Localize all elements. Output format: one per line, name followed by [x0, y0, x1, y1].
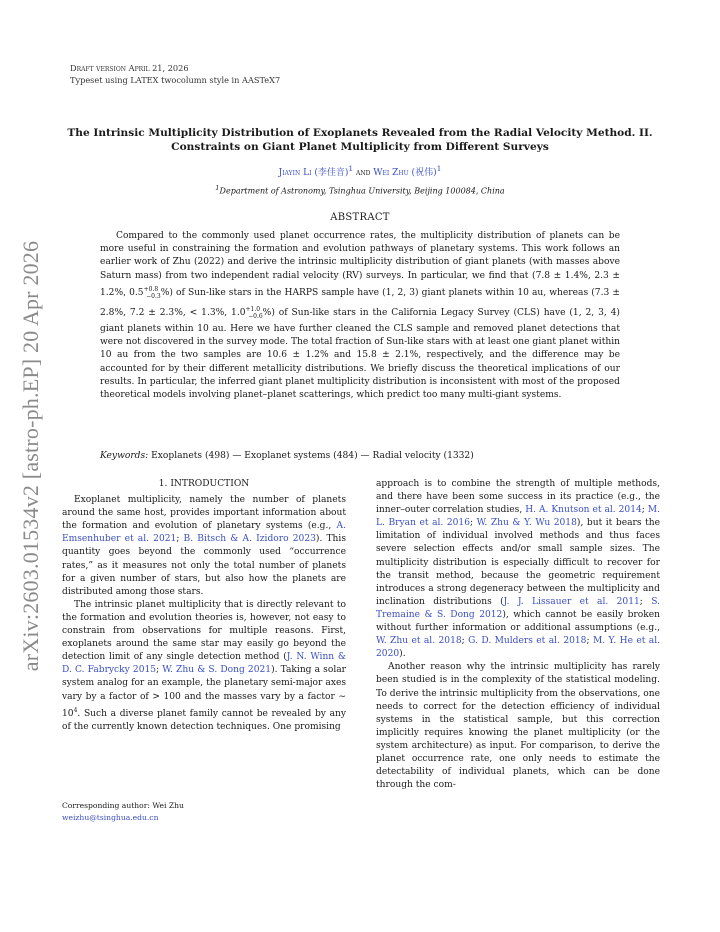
citation-link[interactable]: M. L. Bryan et al. 2016: [376, 505, 660, 529]
corresponding-author: [62, 800, 184, 824]
arxiv-stamp: [14, 236, 48, 676]
citation-link[interactable]: W. Zhu & Y. Wu 2018: [476, 518, 577, 529]
keywords-text: Exoplanets (498) — Exoplanet systems (484) — Radial velocity (1332): [151, 451, 474, 461]
citation-link[interactable]: M. Y. He et al. 2020: [376, 636, 660, 660]
math-inline: (7.3 ± 2.8%, 7.2 ± 2.3%, < 1.3%, $1.0^{+1.0}_{-0.6}\%$): [100, 287, 620, 320]
citation-link[interactable]: S. Tremaine & S. Dong 2012: [376, 596, 660, 620]
citation-link[interactable]: G. D. Mulders et al. 2018: [468, 636, 587, 647]
section-heading: 1. INTRODUCTION: [158, 479, 250, 489]
author-link[interactable]: Jiayin Li (李佳音): [278, 168, 349, 178]
paragraph: approach is to combine the strength of multiple methods, and there have been some success in its practice (e.g., the inner–outer correlation studies, H. A. Knutson et al. 2014; M. L. Bryan et al. 2016; W. Zhu & Y. Wu 2018), but it bears the limitation of individual involved methods and thus faces severe selection effects and/or small sample sizes. The multiplicity distribution is especially difficult to recover for the transit method, because the geometric requirement introduces a strong degeneracy between the multiplicity and inclination distributions (J. J. Lissauer et al. 2011; S. Tremaine & S. Dong 2012), which cannot be easily broken without further information or additional assumptions (e.g., W. Zhu et al. 2018; G. D. Mulders et al. 2018; M. Y. He et al. 2020).: [376, 479, 660, 660]
keywords: [100, 451, 620, 461]
paragraph: The intrinsic planet multiplicity that is directly relevant to the formation and evolution theories is, however, not easy to constrain from observations for multiple reasons. First, exoplanets around the same star may easily go beyond the detection limit of any single detection method (J. N. Winn & D. C. Fabrycky 2015; W. Zhu & S. Dong 2021). Taking a solar system analog for an example, the planetary semi-major axes vary by a factor of > 100 and the masses vary by a factor ∼ $10^4$. Such a diverse planet family cannot be revealed by any of the currently known detection techniques. One promising: [62, 599, 346, 732]
email-link[interactable]: weizhu@tsinghua.edu.cn: [62, 813, 159, 822]
draft-version: Draft version April 21, 2026: [70, 63, 189, 73]
author-link[interactable]: Wei Zhu (祝伟): [373, 168, 437, 178]
right-column: [376, 478, 660, 792]
abstract-text: of Sun-like stars in the California Legacy Survey (CLS) have (1, 2, 3, 4) giant planets within 10 au. Here we have further cleaned the CLS sample and removed planet detections that were not discovered in the survey mode. The total fraction of Sun-like stars with at least one giant planet within 10 au from the two samples are 10.6 ± 1.2% and 15.8 ± 2.1%, respectively, and the difference may be accounted for by their different metallicity distributions. We briefly discuss the theoretical implications of our results. In particular, the inferred giant planet multiplicity distribution is inconsistent with most of the proposed theoretical models involving planet–planet scatterings, which predict too many multi-giant systems.: [100, 307, 620, 400]
paragraph: Exoplanet multiplicity, namely the number of planets around the same host, provides important information about the formation and evolution of planetary systems (e.g., A. Emsenhuber et al. 2021; B. Bitsch & A. Izidoro 2023). This quantity goes beyond the commonly used “occurrence rates,” as it measures not only the total number of planets for a given number of stars, but also how the planets are distributed among those stars.: [62, 495, 346, 597]
corresponding-label: Corresponding author: Wei Zhu: [62, 801, 184, 810]
typeset-note: Typeset using LATEX twocolumn style in AASTeX7: [70, 75, 281, 85]
running-header: [70, 62, 280, 86]
paper-title: The Intrinsic Multiplicity Distribution of Exoplanets Revealed from the Radial Velocity Method. II. Constraints on Giant Planet Multiplicity from Different Surveys: [67, 127, 653, 153]
citation-link[interactable]: J. J. Lissauer et al. 2011: [503, 596, 640, 607]
math-inline: (7.8 ± 1.4%, 2.3 ± 1.2%, $0.5^{+0.8}_{-0.3}\%$): [100, 270, 620, 300]
abstract-heading: ABSTRACT: [330, 212, 390, 223]
abstract-body: [100, 230, 620, 402]
keywords-label: Keywords:: [100, 451, 149, 461]
abstract-text: Compared to the commonly used planet occurrence rates, the multiplicity distribution of planets can be more useful in constraining the formation and evolution pathways of planetary systems. This work follows an earlier work of Zhu (2022) and derive the intrinsic multiplicity distribution of giant planets (with masses above Saturn mass) from two independent radial velocity (RV) surveys. In particular, we find that: [100, 231, 620, 281]
affiliation: [60, 184, 660, 196]
arxiv-stamp-text: arXiv:2603.01534v2 [astro-ph.EP] 20 Apr 2026: [18, 240, 43, 672]
author-conjunction: and: [356, 168, 371, 178]
abstract-text: of Sun-like stars in the HARPS sample have (1, 2, 3) giant planets within 10 au, whereas: [176, 287, 589, 298]
left-column: [62, 478, 346, 734]
citation-link[interactable]: B. Bitsch & A. Izidoro 2023: [183, 534, 316, 545]
author-list: [60, 164, 660, 178]
citation-link[interactable]: H. A. Knutson et al. 2014: [525, 505, 642, 516]
paragraph: Another reason why the intrinsic multiplicity has rarely been studied is in the complexity of the statistical modeling. To derive the intrinsic multiplicity from the observations, one needs to correct for the detection efficiency of individual systems in the statistical sample, but this correction implicitly requires knowing the planet multiplicity (or the system architecture) as input. For comparison, to derive the planet occurrence rate, one only needs to estimate the detectability of individual planets, which can be done through the com-: [376, 662, 660, 791]
affiliation-text: Department of Astronomy, Tsinghua University, Beijing 100084, China: [219, 186, 505, 196]
citation-link[interactable]: W. Zhu & S. Dong 2021: [162, 665, 272, 676]
affiliation-mark: 1: [348, 164, 354, 173]
citation-link[interactable]: J. N. Winn & D. C. Fabrycky 2015: [62, 652, 346, 676]
affiliation-number: 1: [215, 184, 220, 192]
affiliation-mark: 1: [436, 164, 442, 173]
citation-link[interactable]: A. Emsenhuber et al. 2021: [62, 521, 346, 545]
citation-link[interactable]: W. Zhu et al. 2018: [376, 636, 462, 647]
